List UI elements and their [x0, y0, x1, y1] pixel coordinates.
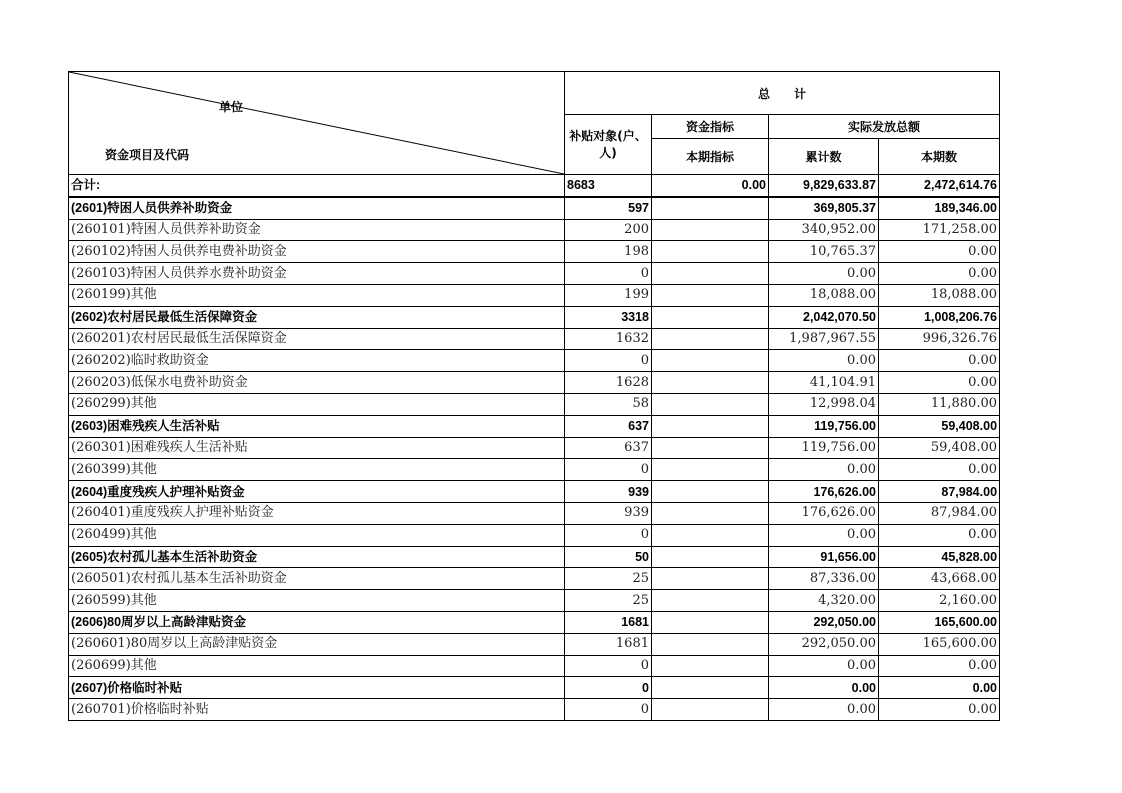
item-label: 资金项目及代码 — [105, 148, 190, 162]
table-row — [69, 655, 1000, 677]
table-row — [69, 241, 1000, 263]
item-name-cell: (260401)重度残疾人护理补贴资金 — [69, 502, 565, 524]
cumulative-cell: 0.00 — [769, 459, 879, 481]
cumulative-cell: 1,987,967.55 — [769, 328, 879, 350]
table-row — [69, 350, 1000, 372]
fund-index-cell — [652, 241, 769, 263]
current-period-cell: 45,828.00 — [879, 546, 1000, 568]
item-name-cell: (260599)其他 — [69, 590, 565, 612]
current-period-cell: 0.00 — [879, 677, 1000, 699]
recipient-count-cell: 1632 — [565, 328, 652, 350]
recipient-count-cell: 1628 — [565, 372, 652, 394]
fund-index-cell — [652, 219, 769, 241]
subsidy-report-sheet — [68, 71, 999, 721]
item-name-cell: (260202)临时救助资金 — [69, 350, 565, 372]
item-name-cell: (260201)农村居民最低生活保障资金 — [69, 328, 565, 350]
recipient-count-cell: 25 — [565, 568, 652, 590]
item-name-cell: (260199)其他 — [69, 284, 565, 306]
fund-index-cell — [652, 437, 769, 459]
fund-index-cell — [652, 481, 769, 503]
table-row — [69, 699, 1000, 721]
item-name-cell: (260499)其他 — [69, 524, 565, 546]
item-name-cell: (260301)困难残疾人生活补贴 — [69, 437, 565, 459]
table-row — [69, 328, 1000, 350]
diagonal-header-cell — [69, 72, 565, 175]
current-period-cell: 0.00 — [879, 263, 1000, 285]
fund-index-cell — [652, 502, 769, 524]
fund-index-cell — [652, 197, 769, 219]
current-period-cell: 996,326.76 — [879, 328, 1000, 350]
fund-index-cell — [652, 611, 769, 633]
cumulative-cell: 0.00 — [769, 350, 879, 372]
current-period-cell: 59,408.00 — [879, 437, 1000, 459]
current-period-cell: 171,258.00 — [879, 219, 1000, 241]
cumulative-cell: 18,088.00 — [769, 284, 879, 306]
table-row — [69, 502, 1000, 524]
current-period-cell: 0.00 — [879, 241, 1000, 263]
category-row — [69, 306, 1000, 328]
current-index-header: 本期指标 — [652, 139, 769, 175]
item-name-cell: (260701)价格临时补贴 — [69, 699, 565, 721]
item-name-cell: 合计: — [69, 175, 565, 197]
recipients-header: 补贴对象(户、人) — [565, 115, 652, 175]
fund-index-cell — [652, 459, 769, 481]
recipient-count-cell: 3318 — [565, 306, 652, 328]
fund-index-cell — [652, 590, 769, 612]
recipient-count-cell: 0 — [565, 350, 652, 372]
current-period-cell: 1,008,206.76 — [879, 306, 1000, 328]
cumulative-cell: 0.00 — [769, 263, 879, 285]
fund-index-cell — [652, 655, 769, 677]
cumulative-cell: 91,656.00 — [769, 546, 879, 568]
fund-index-cell: 0.00 — [652, 175, 769, 197]
category-row — [69, 481, 1000, 503]
item-name-cell: (260102)特困人员供养电费补助资金 — [69, 241, 565, 263]
fund-index-cell — [652, 284, 769, 306]
item-name-cell: (2605)农村孤儿基本生活补助资金 — [69, 546, 565, 568]
item-name-cell: (260699)其他 — [69, 655, 565, 677]
current-period-cell: 43,668.00 — [879, 568, 1000, 590]
cumulative-cell: 292,050.00 — [769, 611, 879, 633]
cumulative-cell: 87,336.00 — [769, 568, 879, 590]
recipient-count-cell: 637 — [565, 415, 652, 437]
current-period-cell: 0.00 — [879, 655, 1000, 677]
recipient-count-cell: 200 — [565, 219, 652, 241]
cumulative-cell: 0.00 — [769, 655, 879, 677]
current-period-cell: 0.00 — [879, 372, 1000, 394]
fund-index-cell — [652, 372, 769, 394]
cumulative-cell: 292,050.00 — [769, 633, 879, 655]
table-row — [69, 459, 1000, 481]
table-row — [69, 633, 1000, 655]
current-period-cell: 11,880.00 — [879, 393, 1000, 415]
item-name-cell: (2607)价格临时补贴 — [69, 677, 565, 699]
item-name-cell: (2606)80周岁以上高龄津贴资金 — [69, 611, 565, 633]
category-row — [69, 546, 1000, 568]
item-name-cell: (2604)重度残疾人护理补贴资金 — [69, 481, 565, 503]
current-period-header: 本期数 — [879, 139, 1000, 175]
cumulative-cell: 2,042,070.50 — [769, 306, 879, 328]
recipient-count-cell: 199 — [565, 284, 652, 306]
cumulative-cell: 10,765.37 — [769, 241, 879, 263]
fund-index-cell — [652, 306, 769, 328]
recipient-count-cell: 637 — [565, 437, 652, 459]
recipient-count-cell: 8683 — [565, 175, 652, 197]
table-row — [69, 568, 1000, 590]
recipient-count-cell: 58 — [565, 393, 652, 415]
cumulative-cell: 176,626.00 — [769, 502, 879, 524]
fund-index-cell — [652, 350, 769, 372]
cumulative-cell: 0.00 — [769, 524, 879, 546]
table-row — [69, 590, 1000, 612]
table-row — [69, 372, 1000, 394]
table-row — [69, 284, 1000, 306]
table-row — [69, 437, 1000, 459]
current-period-cell: 59,408.00 — [879, 415, 1000, 437]
item-name-cell: (2601)特困人员供养补助资金 — [69, 197, 565, 219]
subsidy-table — [68, 71, 1000, 721]
fund-index-cell — [652, 568, 769, 590]
recipient-count-cell: 0 — [565, 263, 652, 285]
category-row — [69, 197, 1000, 219]
current-period-cell: 2,472,614.76 — [879, 175, 1000, 197]
recipient-count-cell: 1681 — [565, 633, 652, 655]
table-row — [69, 263, 1000, 285]
cumulative-cell: 4,320.00 — [769, 590, 879, 612]
category-row — [69, 677, 1000, 699]
item-name-cell: (2602)农村居民最低生活保障资金 — [69, 306, 565, 328]
current-period-cell: 189,346.00 — [879, 197, 1000, 219]
category-row — [69, 415, 1000, 437]
current-period-cell: 0.00 — [879, 459, 1000, 481]
fund-index-cell — [652, 633, 769, 655]
fund-index-cell — [652, 415, 769, 437]
current-period-cell: 0.00 — [879, 699, 1000, 721]
item-name-cell: (260399)其他 — [69, 459, 565, 481]
recipient-count-cell: 0 — [565, 459, 652, 481]
recipient-count-cell: 0 — [565, 677, 652, 699]
recipient-count-cell: 50 — [565, 546, 652, 568]
cumulative-cell: 41,104.91 — [769, 372, 879, 394]
table-row — [69, 219, 1000, 241]
cumulative-cell: 9,829,633.87 — [769, 175, 879, 197]
current-period-cell: 87,984.00 — [879, 502, 1000, 524]
recipient-count-cell: 0 — [565, 655, 652, 677]
total-header: 总 计 — [565, 72, 1000, 115]
recipient-count-cell: 198 — [565, 241, 652, 263]
item-name-cell: (260101)特困人员供养补助资金 — [69, 219, 565, 241]
cumulative-cell: 119,756.00 — [769, 437, 879, 459]
item-name-cell: (2603)困难残疾人生活补贴 — [69, 415, 565, 437]
recipient-count-cell: 939 — [565, 502, 652, 524]
fund-index-cell — [652, 524, 769, 546]
table-row — [69, 524, 1000, 546]
fund-index-cell — [652, 546, 769, 568]
table-row — [69, 393, 1000, 415]
fund-index-header: 资金指标 — [652, 115, 769, 139]
fund-index-cell — [652, 328, 769, 350]
recipient-count-cell: 0 — [565, 699, 652, 721]
cumulative-cell: 340,952.00 — [769, 219, 879, 241]
recipient-count-cell: 597 — [565, 197, 652, 219]
cumulative-cell: 176,626.00 — [769, 481, 879, 503]
item-name-cell: (260601)80周岁以上高龄津贴资金 — [69, 633, 565, 655]
item-name-cell: (260299)其他 — [69, 393, 565, 415]
category-row — [69, 611, 1000, 633]
unit-label: 单位 — [219, 100, 244, 114]
recipient-count-cell: 1681 — [565, 611, 652, 633]
actual-total-header: 实际发放总额 — [769, 115, 1000, 139]
item-name-cell: (260501)农村孤儿基本生活补助资金 — [69, 568, 565, 590]
current-period-cell: 165,600.00 — [879, 633, 1000, 655]
current-period-cell: 2,160.00 — [879, 590, 1000, 612]
fund-index-cell — [652, 699, 769, 721]
cumulative-header: 累计数 — [769, 139, 879, 175]
current-period-cell: 18,088.00 — [879, 284, 1000, 306]
fund-index-cell — [652, 677, 769, 699]
cumulative-cell: 119,756.00 — [769, 415, 879, 437]
cumulative-cell: 0.00 — [769, 699, 879, 721]
current-period-cell: 0.00 — [879, 350, 1000, 372]
recipient-count-cell: 0 — [565, 524, 652, 546]
total-row — [69, 175, 1000, 197]
recipient-count-cell: 939 — [565, 481, 652, 503]
item-name-cell: (260103)特困人员供养水费补助资金 — [69, 263, 565, 285]
cumulative-cell: 369,805.37 — [769, 197, 879, 219]
current-period-cell: 0.00 — [879, 524, 1000, 546]
fund-index-cell — [652, 263, 769, 285]
fund-index-cell — [652, 393, 769, 415]
cumulative-cell: 0.00 — [769, 677, 879, 699]
recipient-count-cell: 25 — [565, 590, 652, 612]
cumulative-cell: 12,998.04 — [769, 393, 879, 415]
current-period-cell: 165,600.00 — [879, 611, 1000, 633]
current-period-cell: 87,984.00 — [879, 481, 1000, 503]
item-name-cell: (260203)低保水电费补助资金 — [69, 372, 565, 394]
